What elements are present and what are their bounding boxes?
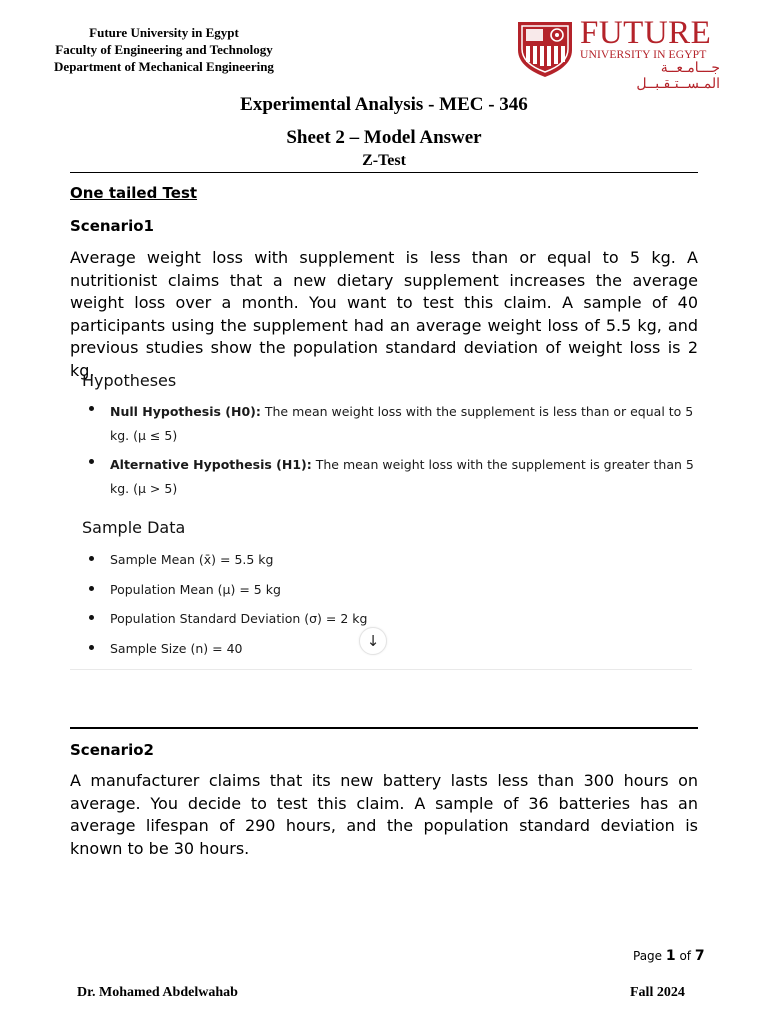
logo-wordmark: FUTURE: [580, 15, 712, 51]
bullet-icon: [89, 586, 94, 591]
term-label: Fall 2024: [630, 985, 685, 1000]
bullet-icon: [89, 406, 94, 411]
header-divider: [70, 172, 698, 173]
hypotheses-title: Hypotheses: [82, 371, 177, 390]
list-item: [82, 550, 702, 570]
sample-item-text: Sample Size (n) = 40: [110, 640, 243, 656]
scenario1-text: Average weight loss with supplement is less than or equal to 5 kg. A nutritionist claims that a new dietary supplement increases the average weight loss over a month. You want to test this claim. A sample of 40 participants using the supplement had an average weight loss of 5.5 kg, and previous studies show the population standard deviation of weight loss is 2 kg.: [70, 248, 698, 380]
sheet-title: Sheet 2 – Model Answer: [286, 127, 482, 148]
list-item: [82, 453, 702, 501]
page-number: [633, 948, 705, 964]
bullet-icon: [89, 556, 94, 561]
list-item: [82, 580, 702, 600]
faculty-name: Faculty of Engineering and Technology: [55, 42, 273, 57]
bullet-icon: [89, 615, 94, 620]
list-item: [82, 609, 702, 629]
section-divider: [70, 727, 698, 729]
embedded-answer-image: [70, 366, 698, 670]
sample-item-text: Population Standard Deviation (σ) = 2 kg: [110, 611, 368, 626]
scenario2-text: A manufacturer claims that its new battery lasts less than 300 hours on average. You decide to test this claim. A sample of 36 batteries has an average lifespan of 290 hours, and the population standard deviation is known to be 30 hours.: [70, 771, 698, 858]
logo-arabic-text: جـــامـعــة المـســتـقـبــل: [636, 61, 720, 92]
hypothesis-label: Alternative Hypothesis (H1):: [110, 457, 312, 472]
hypothesis-label: Null Hypothesis (H0):: [110, 404, 261, 419]
page-of-label: of: [675, 949, 695, 963]
arrow-down-icon: ↓: [366, 632, 380, 650]
image-bottom-edge: [70, 669, 692, 670]
hypothesis-text: The mean weight loss with the supplement is greater than 5 kg. (μ > 5): [110, 457, 694, 496]
scroll-down-button[interactable]: [359, 627, 387, 655]
section-heading: One tailed Test: [70, 184, 198, 202]
list-item: [82, 400, 702, 448]
department-name: Department of Mechanical Engineering: [54, 59, 274, 74]
bullet-icon: [89, 645, 94, 650]
hypotheses-list: [82, 400, 702, 506]
author-name: Dr. Mohamed Abdelwahab: [77, 985, 238, 1000]
scenario1-title: Scenario1: [70, 217, 154, 235]
sample-item-text: Sample Mean (x̄) = 5.5 kg: [110, 552, 274, 567]
sample-data-list: [82, 550, 702, 668]
page-total: 7: [694, 948, 705, 964]
shield-crest-icon: [514, 16, 576, 78]
bullet-icon: [89, 459, 94, 464]
institution-block: [34, 24, 294, 75]
sample-data-title: Sample Data: [82, 518, 186, 537]
topic-title: Z-Test: [362, 152, 406, 169]
university-logo: [514, 15, 720, 92]
course-title: Experimental Analysis - MEC - 346: [240, 94, 528, 115]
university-name: Future University in Egypt: [89, 25, 239, 40]
page-label: Page: [633, 949, 666, 963]
page-current: 1: [665, 948, 676, 964]
list-item: [82, 639, 702, 659]
hypothesis-text: The mean weight loss with the supplement is less than or equal to 5 kg. (μ ≤ 5): [110, 404, 694, 443]
logo-subtitle: UNIVERSITY IN EGYPT: [580, 48, 707, 61]
scenario2-title: Scenario2: [70, 741, 154, 759]
sample-item-text: Population Mean (μ) = 5 kg: [110, 581, 281, 597]
